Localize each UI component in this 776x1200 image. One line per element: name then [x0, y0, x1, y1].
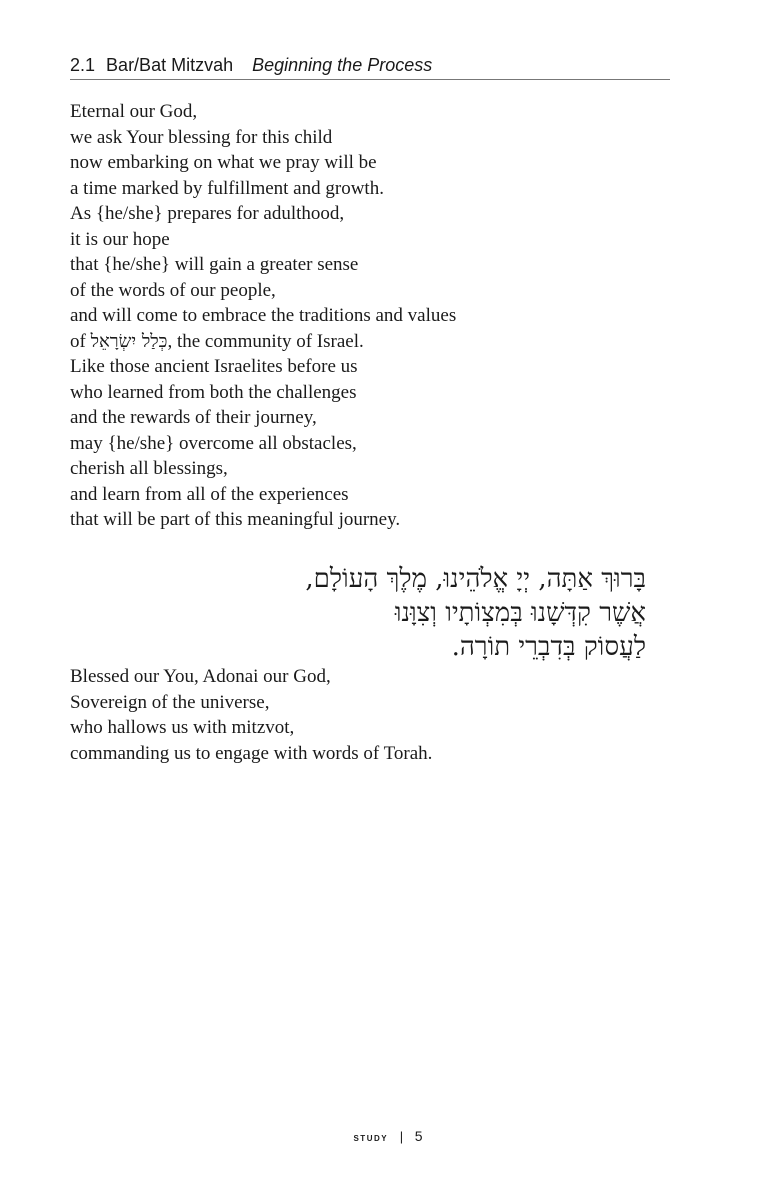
- prayer-line: of the words of our people,: [70, 279, 276, 301]
- chapter-title: Bar/Bat Mitzvah: [106, 55, 234, 75]
- prayer-line: and will come to embrace the traditions and values: [70, 305, 457, 326]
- prayer-line: and the rewards of their journey,: [70, 407, 317, 428]
- prayer-line: Like those ancient Israelites before us: [70, 356, 358, 377]
- page-footer: [0, 1128, 776, 1144]
- prayer-line: As {he/she} prepares for adulthood,: [70, 203, 345, 224]
- prayer-line: a time marked by fulfillment and growth.: [70, 177, 384, 199]
- english-blessing: [70, 664, 690, 766]
- blessing-line: commanding us to engage with words of Torah.: [70, 742, 433, 764]
- hebrew-blessing: [126, 562, 646, 664]
- blessing-line: who hallows us with mitzvot,: [70, 717, 295, 738]
- prayer-line: we ask Your blessing for this child: [70, 126, 333, 148]
- prayer-line: and learn from all of the experiences: [70, 483, 349, 505]
- page-number: 5: [414, 1128, 423, 1144]
- prayer-line: it is our hope: [70, 228, 170, 250]
- hebrew-phrase: כְּלַל יִשְׂרָאֵל: [90, 330, 168, 352]
- prayer-line: now embarking on what we pray will be: [70, 152, 377, 173]
- hebrew-line: אֲשֶׁר קִדְּשָׁנוּ בְּמִצְוֹתָיו וְצִוָּנוּ: [394, 598, 646, 628]
- footer-section-name: study: [353, 1132, 389, 1144]
- footer-separator: |: [399, 1129, 404, 1144]
- prayer-line-suffix: , the community of Israel.: [167, 330, 364, 352]
- prayer-line: that {he/she} will gain a greater sense: [70, 254, 359, 275]
- hebrew-line: לַעֲסוֹק בְּדִבְרֵי תוֹרָה.: [451, 632, 646, 662]
- prayer-line: that will be part of this meaningful journey.: [70, 509, 401, 530]
- prayer-line-mixed: [70, 329, 690, 355]
- chapter-subtitle: Beginning the Process: [252, 55, 433, 75]
- blessing-line: Blessed our You, Adonai our God,: [70, 666, 331, 687]
- prayer-line: who learned from both the challenges: [70, 381, 357, 403]
- blessing-line: Sovereign of the universe,: [70, 691, 270, 713]
- hebrew-line: בָּרוּךְ אַתָּה, יְיָ אֱלֹהֵינוּ, מֶלֶךְ הָעוֹלָם,: [305, 564, 646, 594]
- prayer-line: may {he/she} overcome all obstacles,: [70, 432, 357, 454]
- prayer-line: cherish all blessings,: [70, 458, 228, 479]
- running-header: [70, 55, 670, 80]
- prayer-line-prefix: of: [70, 330, 91, 352]
- prayer-text: [70, 99, 690, 533]
- section-number: 2.1: [70, 55, 96, 75]
- prayer-line: Eternal our God,: [70, 101, 198, 122]
